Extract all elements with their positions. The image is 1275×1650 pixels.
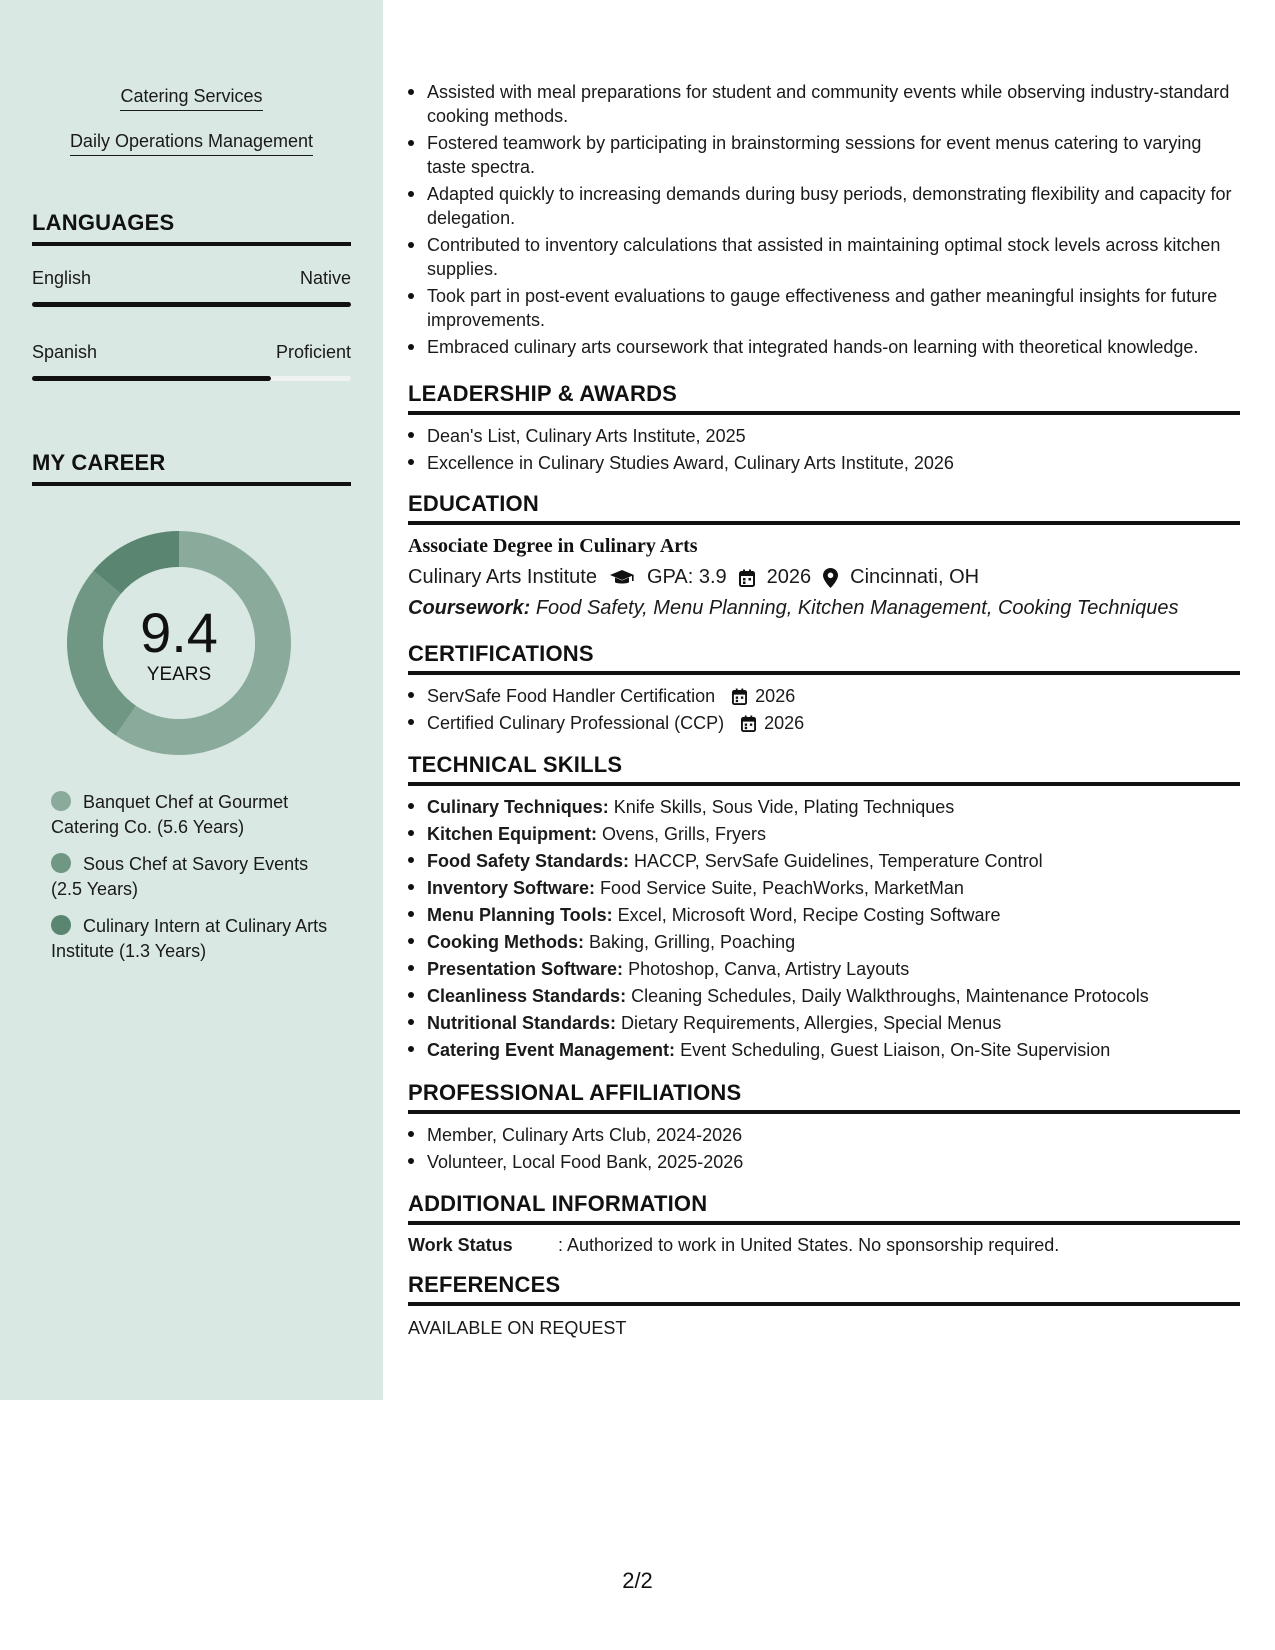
list-item <box>408 956 1240 983</box>
skill-label: Food Safety Standards: <box>427 851 630 871</box>
legend-item <box>51 914 341 964</box>
list-item: Adapted quickly to increasing demands during busy periods, demonstrating flexibility and capacity for delegation. <box>408 182 1240 230</box>
affiliations-list <box>408 1122 1240 1176</box>
skill-label: Kitchen Equipment: <box>427 824 597 844</box>
legend-label: Sous Chef at Savory Events (2.5 Years) <box>51 854 309 899</box>
school-location: Cincinnati, OH <box>850 566 980 588</box>
references-section <box>408 1272 1240 1339</box>
calendar-icon <box>739 569 755 587</box>
list-item: Dean's List, Culinary Arts Institute, 2025 <box>408 423 1240 450</box>
graduation-year: 2026 <box>766 566 812 588</box>
language-bar-fill <box>32 302 351 307</box>
list-item <box>408 710 1240 737</box>
list-item: Assisted with meal preparations for student and community events while observing industry-standard cooking methods. <box>408 80 1240 128</box>
legend-item <box>51 852 341 902</box>
education-details <box>408 566 1240 589</box>
language-level: Native <box>299 268 351 288</box>
list-item <box>408 875 1240 902</box>
link-daily-operations[interactable]: Daily Operations Management <box>70 131 313 156</box>
legend-label: Banquet Chef at Gourmet Catering Co. (5.6 Years) <box>51 792 289 837</box>
list-item <box>408 821 1240 848</box>
language-bar <box>32 302 351 307</box>
list-item: Member, Culinary Arts Club, 2024-2026 <box>408 1122 1240 1149</box>
languages-heading: LANGUAGES <box>32 210 351 246</box>
language-name: English <box>32 268 92 288</box>
list-item: Excellence in Culinary Studies Award, Culinary Arts Institute, 2026 <box>408 450 1240 477</box>
list-item: Fostered teamwork by participating in brainstorming sessions for event menus catering to varying taste spectra. <box>408 131 1240 179</box>
school-name: Culinary Arts Institute <box>408 566 597 588</box>
career-total-value: 9.4 <box>140 601 218 664</box>
gpa: GPA: 3.9 <box>646 566 727 588</box>
skill-value: Baking, Grilling, Poaching <box>589 932 796 952</box>
list-item <box>408 983 1240 1010</box>
language-item <box>32 342 351 381</box>
leadership-section <box>408 381 1240 477</box>
skill-label: Cleanliness Standards: <box>427 986 627 1006</box>
section-title: CERTIFICATIONS <box>408 641 1240 675</box>
section-title: PROFESSIONAL AFFILIATIONS <box>408 1080 1240 1114</box>
language-bar <box>32 376 351 381</box>
coursework <box>408 597 1240 620</box>
certification-name: Certified Culinary Professional (CCP) <box>427 713 725 733</box>
certification-year: 2026 <box>755 686 796 706</box>
skill-label: Nutritional Standards: <box>427 1013 617 1033</box>
career-donut-chart <box>66 530 292 756</box>
degree-title: Associate Degree in Culinary Arts <box>408 535 698 557</box>
graduation-cap-icon <box>609 569 635 587</box>
career-heading: MY CAREER <box>32 450 351 486</box>
list-item: Volunteer, Local Food Bank, 2025-2026 <box>408 1149 1240 1176</box>
list-item: Contributed to inventory calculations that assisted in maintaining optimal stock levels across kitchen supplies. <box>408 233 1240 281</box>
skill-value: Food Service Suite, PeachWorks, MarketMan <box>600 878 964 898</box>
legend-dot-icon <box>51 853 71 873</box>
list-item <box>408 1010 1240 1037</box>
list-item <box>408 929 1240 956</box>
skill-value: Knife Skills, Sous Vide, Plating Techniques <box>613 797 955 817</box>
additional-info-section <box>408 1191 1240 1256</box>
skill-value: Photoshop, Canva, Artistry Layouts <box>628 959 910 979</box>
link-catering-services[interactable]: Catering Services <box>120 86 262 111</box>
language-name: Spanish <box>32 342 98 362</box>
certifications-list <box>408 683 1240 737</box>
language-bar-fill <box>32 376 271 381</box>
page-number: 2/2 <box>622 1568 653 1593</box>
legend-label: Culinary Intern at Culinary Arts Institute (1.3 Years) <box>51 916 328 961</box>
list-item <box>408 848 1240 875</box>
work-status-row <box>408 1235 1240 1256</box>
technical-skills-section <box>408 752 1240 1064</box>
skill-value: Event Scheduling, Guest Liaison, On-Site Supervision <box>680 1040 1111 1060</box>
career-total-unit: YEARS <box>146 664 212 685</box>
skill-label: Catering Event Management: <box>427 1040 676 1060</box>
skill-value: Cleaning Schedules, Daily Walkthroughs, Maintenance Protocols <box>631 986 1149 1006</box>
career-legend <box>51 790 341 976</box>
work-status-label: Work Status <box>408 1235 513 1255</box>
legend-dot-icon <box>51 791 71 811</box>
legend-item <box>51 790 341 840</box>
skill-value: Excel, Microsoft Word, Recipe Costing Software <box>617 905 1001 925</box>
skill-label: Inventory Software: <box>427 878 596 898</box>
language-item <box>32 268 351 307</box>
certification-name: ServSafe Food Handler Certification <box>427 686 716 706</box>
skills-list <box>408 794 1240 1064</box>
list-item <box>408 1037 1240 1064</box>
section-title: TECHNICAL SKILLS <box>408 752 1240 786</box>
skill-value: Dietary Requirements, Allergies, Special Menus <box>621 1013 1002 1033</box>
list-item: Embraced culinary arts coursework that integrated hands-on learning with theoretical knowledge. <box>408 335 1240 359</box>
list-item <box>408 794 1240 821</box>
language-level: Proficient <box>275 342 351 362</box>
languages-section <box>32 210 351 381</box>
list-item <box>408 683 1240 710</box>
skill-label: Menu Planning Tools: <box>427 905 613 925</box>
section-title: REFERENCES <box>408 1272 1240 1306</box>
list-item <box>408 902 1240 929</box>
sidebar-links <box>0 86 383 176</box>
career-section <box>32 450 351 486</box>
education-section <box>408 491 1240 620</box>
leadership-list <box>408 423 1240 477</box>
coursework-label: Coursework: <box>408 597 531 619</box>
list-item: Took part in post-event evaluations to gauge effectiveness and gather meaningful insights for future improvements. <box>408 284 1240 332</box>
certifications-section <box>408 641 1240 737</box>
location-pin-icon <box>823 568 838 588</box>
calendar-icon <box>732 688 747 705</box>
sidebar <box>0 0 383 1400</box>
section-title: ADDITIONAL INFORMATION <box>408 1191 1240 1225</box>
skill-label: Culinary Techniques: <box>427 797 609 817</box>
legend-dot-icon <box>51 915 71 935</box>
skill-value: Ovens, Grills, Fryers <box>602 824 767 844</box>
work-status-value: : Authorized to work in United States. No sponsorship required. <box>558 1235 1060 1255</box>
experience-bullets <box>408 80 1240 362</box>
certification-year: 2026 <box>764 713 805 733</box>
skill-label: Cooking Methods: <box>427 932 584 952</box>
calendar-icon <box>741 715 756 732</box>
section-title: LEADERSHIP & AWARDS <box>408 381 1240 415</box>
references-text: AVAILABLE ON REQUEST <box>408 1318 627 1338</box>
section-title: EDUCATION <box>408 491 1240 525</box>
skill-label: Presentation Software: <box>427 959 624 979</box>
affiliations-section <box>408 1080 1240 1176</box>
coursework-list: Food Safety, Menu Planning, Kitchen Management, Cooking Techniques <box>535 597 1179 619</box>
skill-value: HACCP, ServSafe Guidelines, Temperature Control <box>634 851 1043 871</box>
